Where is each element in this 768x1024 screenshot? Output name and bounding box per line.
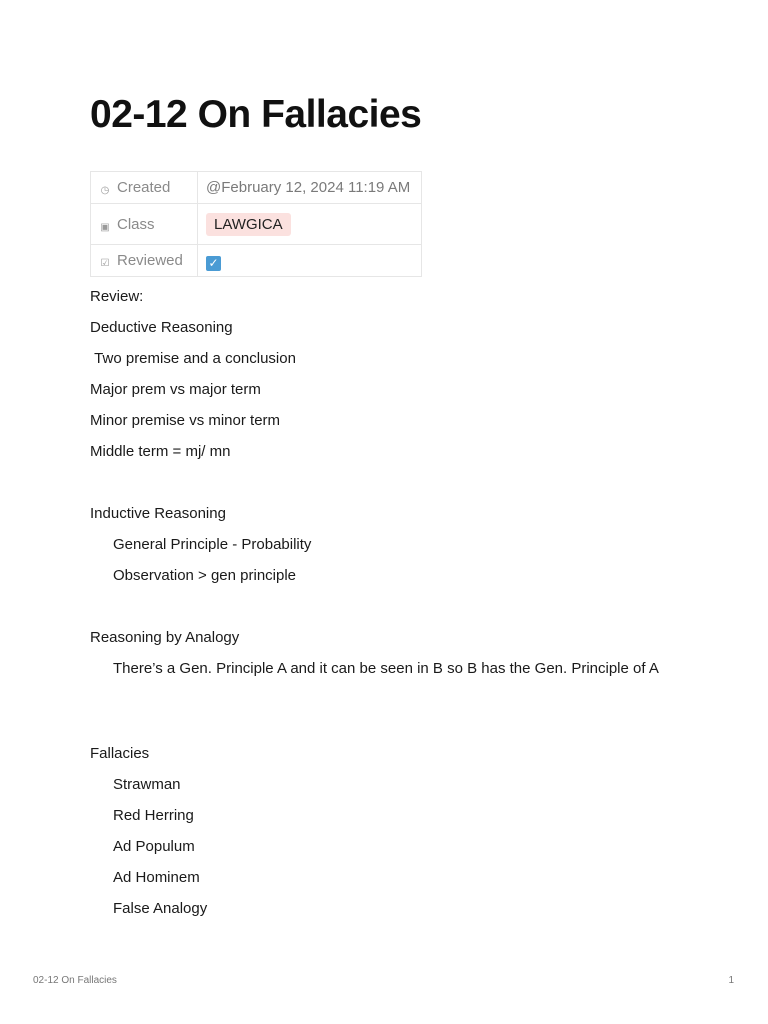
inductive-heading: Inductive Reasoning [90, 505, 226, 522]
fallacies-heading: Fallacies [90, 745, 150, 762]
list-item: Observation > gen principle [113, 567, 297, 584]
properties-table [90, 171, 422, 277]
analogy-heading: Reasoning by Analogy [90, 629, 240, 646]
list-item: Ad Hominem [113, 869, 200, 886]
checkbox-icon: ☑ [100, 258, 110, 269]
list-item: Red Herring [113, 807, 194, 824]
property-label-reviewed: Reviewed [117, 252, 183, 269]
review-label: Review: [90, 288, 144, 305]
list-item: Ad Populum [113, 838, 195, 855]
property-row-reviewed [91, 245, 422, 277]
footer-title: 02-12 On Fallacies [33, 975, 117, 986]
list-item: False Analogy [113, 900, 208, 917]
property-row-class [91, 204, 422, 245]
property-label-class: Class [117, 215, 155, 233]
reviewed-checkbox[interactable]: ✓ [206, 256, 221, 271]
list-item: Minor premise vs minor term [90, 412, 281, 429]
list-item: Two premise and a conclusion [90, 350, 296, 367]
book-icon: ▣ [100, 221, 110, 233]
class-tag[interactable]: LAWGICA [206, 213, 291, 236]
list-item: There’s a Gen. Principle A and it can be seen in B so B has the Gen. Principle of A [113, 660, 659, 677]
list-item: Middle term = mj/ mn [90, 443, 231, 460]
page-title: 02-12 On Fallacies [90, 93, 422, 136]
property-label-created: Created [117, 179, 171, 196]
list-item: Strawman [113, 776, 181, 793]
deductive-heading: Deductive Reasoning [90, 319, 233, 336]
property-row-created [91, 172, 422, 204]
page-number: 1 [728, 975, 734, 986]
list-item: Major prem vs major term [90, 381, 261, 398]
property-value-created[interactable]: @February 12, 2024 11:19 AM [198, 172, 422, 204]
list-item: General Principle - Probability [113, 536, 312, 553]
clock-icon: ◷ [100, 185, 110, 196]
